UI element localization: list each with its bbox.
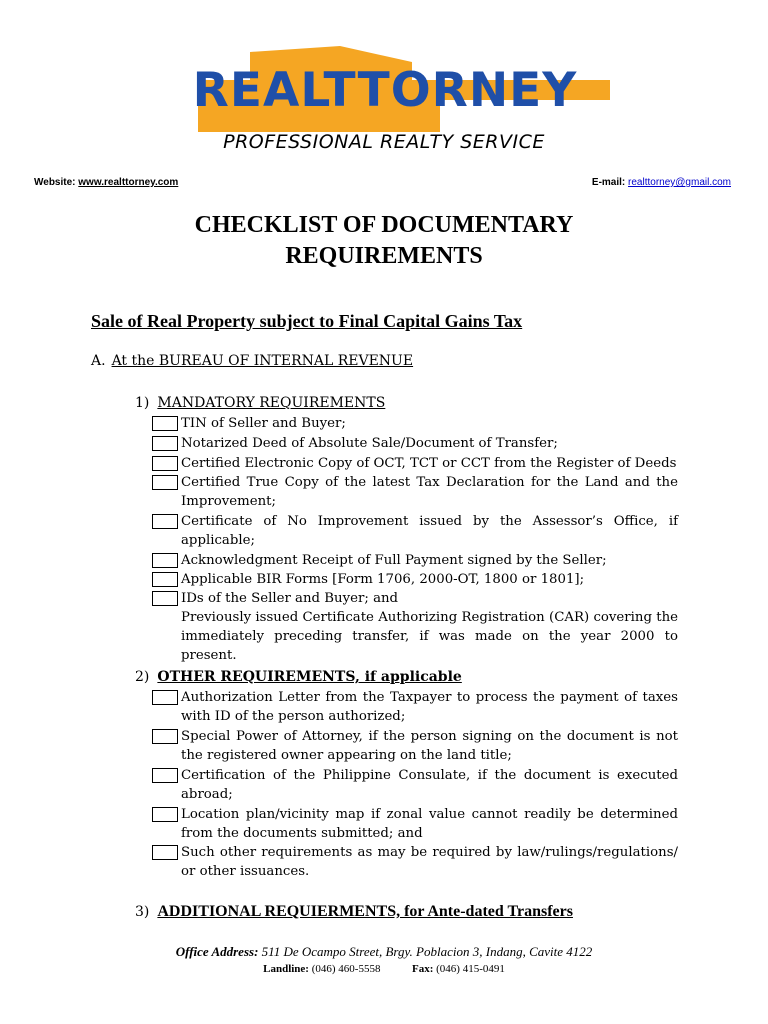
checklist-item-text: TIN of Seller and Buyer; bbox=[181, 416, 346, 431]
subsection-text: At the BUREAU OF INTERNAL REVENUE bbox=[111, 353, 414, 369]
checkbox[interactable] bbox=[152, 807, 178, 822]
website-link[interactable]: www.realttorney.com bbox=[78, 177, 179, 188]
section-title: Sale of Real Property subject to Final Capital Gains Tax bbox=[91, 311, 523, 331]
checklist-item-text: Such other requirements as may be required by law/rulings/regulations/ or other issuances. bbox=[181, 845, 678, 880]
subsection-heading bbox=[91, 353, 413, 369]
checklist-item bbox=[152, 512, 678, 550]
checkbox[interactable] bbox=[152, 456, 178, 471]
additional-heading bbox=[135, 903, 573, 921]
checkbox[interactable] bbox=[152, 729, 178, 744]
checkbox[interactable] bbox=[152, 768, 178, 783]
checklist-item-text: Applicable BIR Forms [Form 1706, 2000-OT, 1800 or 1801]; bbox=[181, 572, 585, 587]
tagline: PROFESSIONAL REALTY SERVICE bbox=[223, 131, 545, 153]
fax-label: Fax: bbox=[411, 963, 434, 975]
checklist-item bbox=[152, 454, 678, 473]
checklist-item-text: Certificate of No Improvement issued by the Assessor’s Office, if applicable; bbox=[181, 514, 678, 549]
checkbox[interactable] bbox=[152, 416, 178, 431]
other-heading bbox=[135, 669, 462, 685]
checklist-item bbox=[152, 766, 678, 804]
logo-text: REALTTORNEY bbox=[192, 63, 578, 118]
checklist-item bbox=[152, 589, 678, 608]
address-label: Office Address: bbox=[175, 944, 259, 959]
checklist-item bbox=[152, 434, 678, 453]
additional-heading-text: ADDITIONAL REQUIERMENTS, for Ante-dated Transfers bbox=[157, 903, 573, 920]
footer-address bbox=[0, 944, 768, 960]
title-line-2: REQUIREMENTS bbox=[285, 243, 483, 269]
website-label: Website: bbox=[34, 177, 76, 188]
checkbox[interactable] bbox=[152, 572, 178, 587]
document-title bbox=[0, 210, 768, 272]
company-logo bbox=[150, 40, 620, 135]
checklist-item-text: Previously issued Certificate Authorizing Registration (CAR) covering the immediately preceding transfer, if was made on the year 2000 to present. bbox=[181, 610, 678, 664]
checkbox[interactable] bbox=[152, 845, 178, 860]
email-label: E-mail: bbox=[591, 177, 626, 188]
subsection-letter: A. bbox=[91, 353, 106, 369]
checklist-item bbox=[152, 414, 678, 433]
checklist-item bbox=[152, 473, 678, 511]
website-line bbox=[34, 177, 178, 188]
checkbox[interactable] bbox=[152, 475, 178, 490]
other-heading-text: OTHER REQUIREMENTS, if applicable bbox=[157, 669, 462, 685]
checklist-item-text: Certified True Copy of the latest Tax Declaration for the Land and the Improvement; bbox=[181, 475, 678, 510]
checklist-item-text: Certified Electronic Copy of OCT, TCT or CCT from the Register of Deeds bbox=[181, 456, 677, 471]
checklist-item-no-box bbox=[152, 608, 678, 666]
address-value: 511 De Ocampo Street, Brgy. Poblacion 3, Indang, Cavite 4122 bbox=[261, 944, 593, 959]
checklist-item-text: Location plan/vicinity map if zonal value cannot readily be determined from the documents submitted; and bbox=[181, 807, 678, 842]
checkbox[interactable] bbox=[152, 591, 178, 606]
checkbox[interactable] bbox=[152, 553, 178, 568]
additional-number: 3) bbox=[135, 904, 150, 920]
checkbox[interactable] bbox=[152, 436, 178, 451]
checklist-item-text: Authorization Letter from the Taxpayer to process the payment of taxes with ID of the person authorized; bbox=[181, 690, 678, 725]
checklist-item-text: Certification of the Philippine Consulate, if the document is executed abroad; bbox=[181, 768, 678, 803]
checklist-item bbox=[152, 805, 678, 843]
fax-value: (046) 415-0491 bbox=[436, 963, 505, 975]
mandatory-number: 1) bbox=[135, 395, 150, 411]
landline-label: Landline: bbox=[263, 963, 309, 975]
email-link[interactable]: realttorney@gmail.com bbox=[628, 177, 731, 188]
checklist-item bbox=[152, 688, 678, 726]
landline-value: (046) 460-5558 bbox=[311, 963, 381, 975]
checklist-item-text: Acknowledgment Receipt of Full Payment signed by the Seller; bbox=[181, 553, 607, 568]
email-line bbox=[592, 177, 731, 188]
checklist-item-text: Special Power of Attorney, if the person signing on the document is not the registered owner appearing on the land title; bbox=[181, 729, 678, 764]
checkbox[interactable] bbox=[152, 514, 178, 529]
checklist-item bbox=[152, 570, 678, 589]
other-number: 2) bbox=[135, 669, 150, 685]
footer-phone bbox=[0, 963, 768, 975]
checklist-item-text: IDs of the Seller and Buyer; and bbox=[181, 591, 399, 606]
checklist-item-text: Notarized Deed of Absolute Sale/Document of Transfer; bbox=[181, 436, 558, 451]
checklist-item bbox=[152, 551, 678, 570]
title-line-1: CHECKLIST OF DOCUMENTARY bbox=[194, 212, 574, 238]
checkbox[interactable] bbox=[152, 690, 178, 705]
checklist-item bbox=[152, 843, 678, 881]
mandatory-heading-text: MANDATORY REQUIREMENTS bbox=[157, 395, 386, 411]
checklist-item bbox=[152, 727, 678, 765]
mandatory-heading bbox=[135, 395, 385, 411]
